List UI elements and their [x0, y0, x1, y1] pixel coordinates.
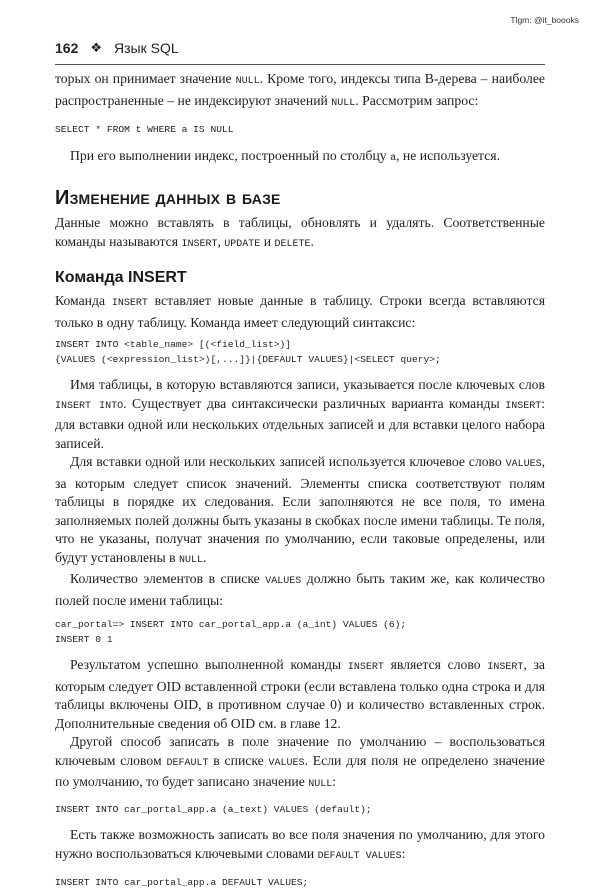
paragraph: При его выполнении индекс, построенный по столбцу a, не используется.	[70, 147, 501, 164]
page-body	[55, 70, 545, 891]
page-number: 162	[55, 40, 79, 56]
watermark: Tlgm: @it_boooks	[510, 15, 579, 25]
paragraph: Команда INSERT вставляет новые данные в таблицу. Строки всегда вставляются только в одну таблицу. Команда имеет следующий синтаксис:	[55, 293, 546, 330]
paragraph: Данные можно вставлять в таблицы, обновлять и удалять. Соответственные команды называются INSERT, UPDATE и DELETE.	[55, 215, 545, 250]
subsection-heading: Команда INSERT	[55, 269, 187, 286]
code-block: car_portal=> INSERT INTO car_portal_app.a (a_int) VALUES (6); INSERT 0 1	[55, 619, 407, 645]
running-title: Язык SQL	[114, 40, 179, 56]
paragraph: Есть также возможность записать во все поля значения по умолчанию, для этого нужно воспользоваться ключевыми словами DEFAULT VALUES:	[55, 827, 545, 862]
paragraph: Результатом успешно выполненной команды INSERT является слово INSERT, за которым следует OID вставленной строки (если вставлена только одна строка и для таблицы включены OID, в противном случае 0) и количество вставленных строк. Дополнительные сведения об OID см. в главе 12.	[55, 657, 546, 731]
header-rule	[55, 64, 545, 65]
section-heading: Изменение данных в базе	[55, 187, 281, 209]
paragraph: Количество элементов в списке VALUES должно быть таким же, как количество полей после имени таблицы:	[55, 571, 545, 608]
code-block: INSERT INTO car_portal_app.a DEFAULT VALUES;	[55, 877, 309, 888]
paragraph: Имя таблицы, в которую вставляются записи, указывается после ключевых слов INSERT INTO. Существует два синтаксически различных варианта команды INSERT: для вставки одной или нескольких отдельных записей и для вставки целого набора записей.	[55, 377, 546, 451]
paragraph: Другой способ записать в поле значение по умолчанию – воспользоваться ключевым словом DEFAULT в списке VALUES. Если для поля не определено значение по умолчанию, то будет записано значение NULL:	[55, 734, 545, 790]
code-block: INSERT INTO <table_name> [(<field_list>)] {VALUES (<expression_list>)[,...]}|{DEFAULT VALUES}|<SELECT query>;	[55, 339, 441, 365]
code-block: INSERT INTO car_portal_app.a (a_text) VALUES (default);	[55, 803, 372, 815]
running-header	[55, 40, 545, 56]
diamond-icon: ❖	[90, 40, 103, 55]
code-block: SELECT * FROM t WHERE a IS NULL	[55, 124, 234, 135]
paragraph: торых он принимает значение NULL. Кроме того, индексы типа B-дерева – наиболее распространенные – не индексируют значений NULL. Рассмотрим запрос:	[55, 71, 546, 109]
paragraph: Для вставки одной или нескольких записей используется ключевое слово VALUES, за которым следует список значений. Элементы списка соответствуют полям таблицы в порядке их следования. Если заполняются не все поля, то имена заполняемых полей должны быть указаны в скобках после имени таблицы. Те поля, что не указаны, получат значения по умолчанию, если таковые определены, или будут установлены в NULL.	[55, 454, 545, 566]
